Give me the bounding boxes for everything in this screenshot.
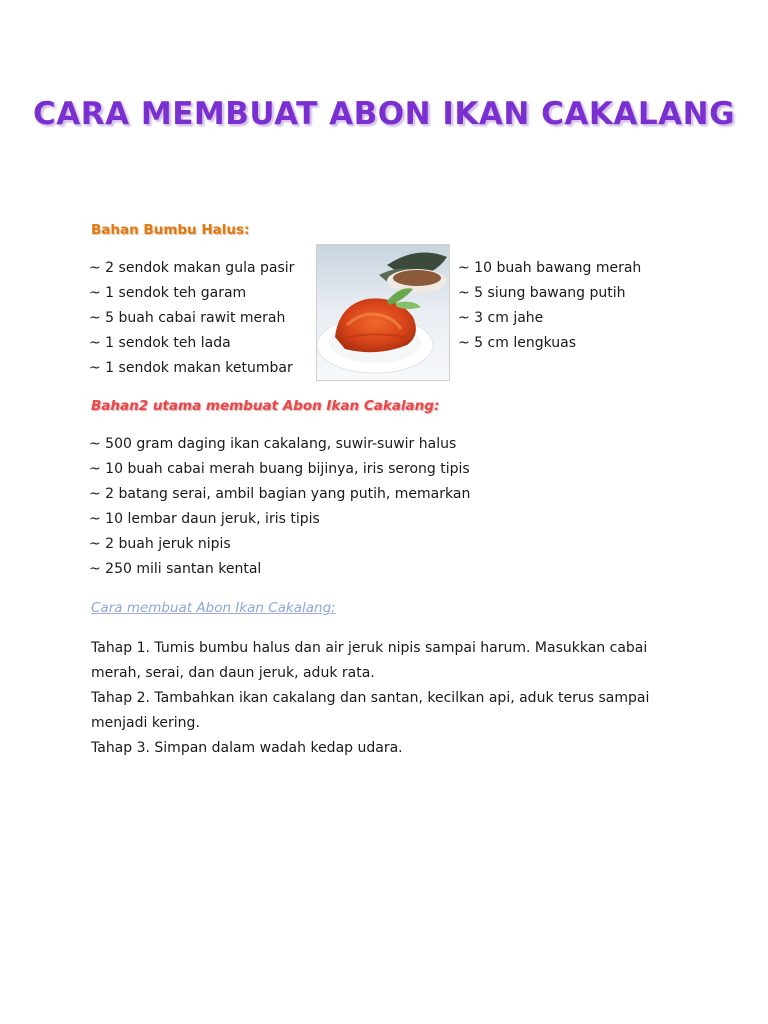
steps-section: [91, 636, 651, 761]
abon-dish-photo-icon: [316, 244, 450, 381]
list-item: ~ 3 cm jahe: [458, 310, 544, 326]
heading-bahan-utama: Bahan2 utama membuat Abon Ikan Cakalang:: [91, 398, 440, 414]
list-item: ~ 5 cm lengkuas: [458, 335, 577, 351]
list-item: ~ 10 lembar daun jeruk, iris tipis: [89, 511, 320, 527]
page-title: CARA MEMBUAT ABON IKAN CAKALANG: [32, 96, 736, 132]
list-item: ~ 1 sendok teh lada: [89, 335, 231, 351]
list-item: ~ 10 buah bawang merah: [458, 260, 642, 276]
heading-cara-membuat: Cara membuat Abon Ikan Cakalang:: [91, 600, 336, 616]
bumbu-list-left: [89, 256, 294, 381]
list-item: ~ 500 gram daging ikan cakalang, suwir-suwir halus: [89, 436, 457, 452]
list-item: ~ 5 buah cabai rawit merah: [89, 310, 286, 326]
list-item: ~ 2 buah jeruk nipis: [89, 536, 231, 552]
list-item: ~ 250 mili santan kental: [89, 561, 262, 577]
list-item: ~ 2 batang serai, ambil bagian yang putih, memarkan: [89, 486, 471, 502]
bahan-utama-list: [89, 432, 470, 582]
list-item: ~ 2 sendok makan gula pasir: [89, 260, 295, 276]
list-item: ~ 10 buah cabai merah buang bijinya, iris serong tipis: [89, 461, 470, 477]
list-item: ~ 5 siung bawang putih: [458, 285, 626, 301]
bumbu-list-right: [458, 256, 641, 356]
step-1: Tahap 1. Tumis bumbu halus dan air jeruk nipis sampai harum. Masukkan cabai merah, serai, dan daun jeruk, aduk rata.: [91, 640, 648, 681]
step-3: Tahap 3. Simpan dalam wadah kedap udara.: [91, 740, 403, 756]
list-item: ~ 1 sendok makan ketumbar: [89, 360, 293, 376]
step-2: Tahap 2. Tambahkan ikan cakalang dan santan, kecilkan api, aduk terus sampai menjadi kering.: [91, 690, 650, 731]
heading-bahan-bumbu-halus: Bahan Bumbu Halus:: [91, 222, 250, 238]
list-item: ~ 1 sendok teh garam: [89, 285, 247, 301]
